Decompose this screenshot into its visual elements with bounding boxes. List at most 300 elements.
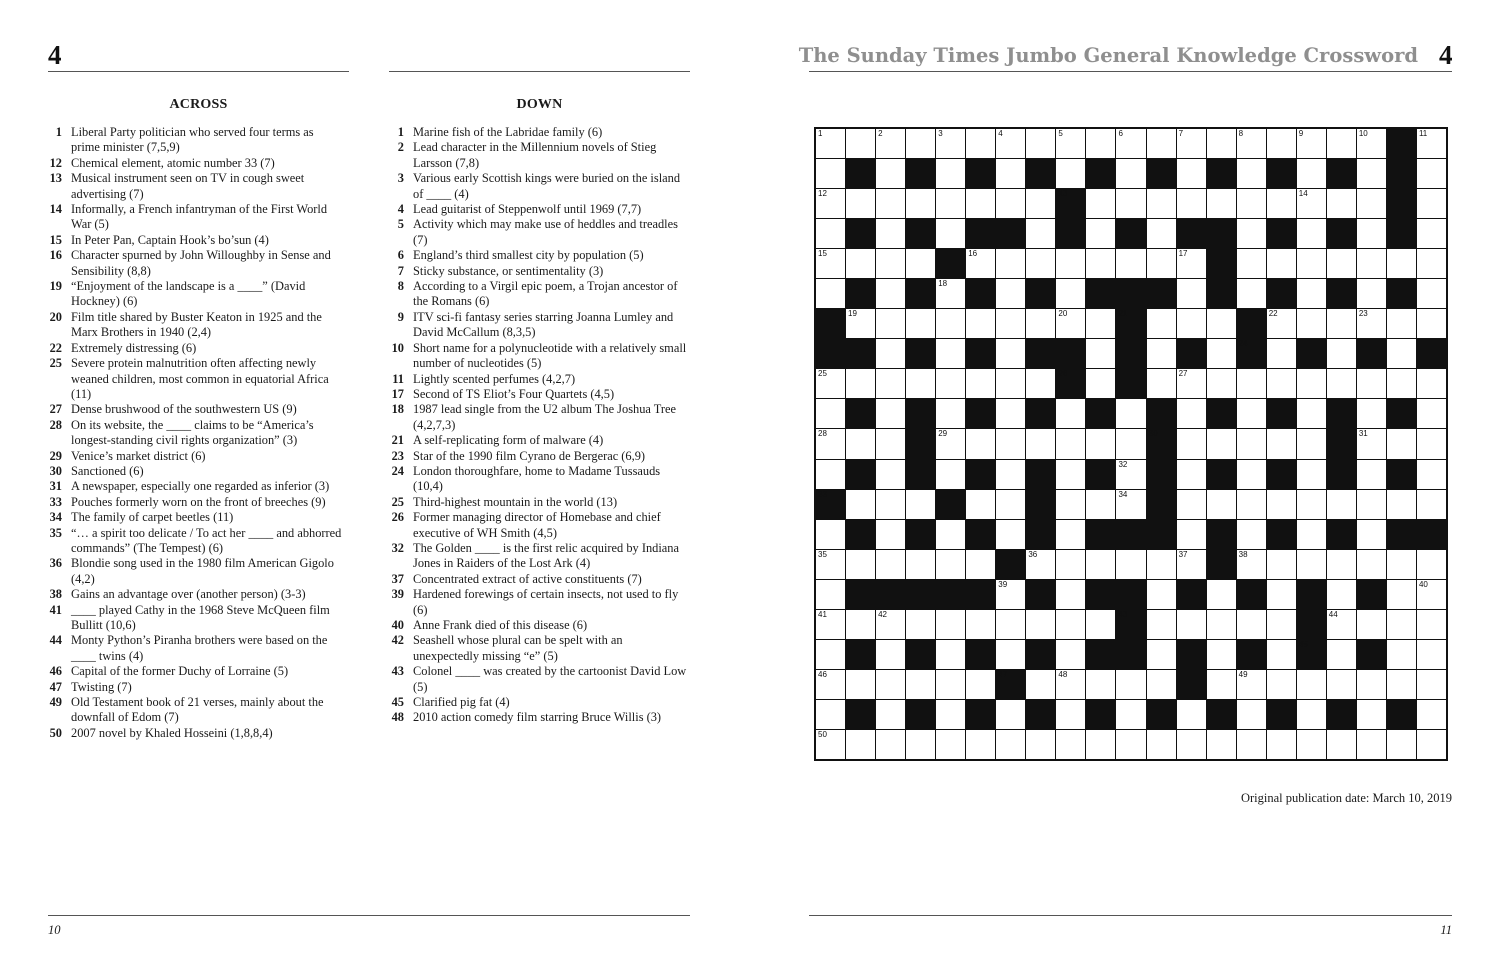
grid-cell[interactable] xyxy=(996,129,1025,158)
grid-cell[interactable] xyxy=(876,249,905,278)
grid-cell[interactable] xyxy=(1417,219,1446,248)
grid-cell[interactable] xyxy=(906,730,935,759)
grid-cell[interactable] xyxy=(1086,730,1115,759)
grid-cell[interactable] xyxy=(876,129,905,158)
grid-cell[interactable] xyxy=(846,309,875,338)
grid-cell[interactable] xyxy=(996,610,1025,639)
grid-cell[interactable] xyxy=(1237,610,1266,639)
grid-cell[interactable] xyxy=(816,460,845,489)
grid-cell[interactable] xyxy=(1327,369,1356,398)
grid-cell[interactable] xyxy=(876,219,905,248)
grid-cell[interactable] xyxy=(1147,550,1176,579)
grid-cell[interactable] xyxy=(1116,670,1145,699)
grid-cell[interactable] xyxy=(966,610,995,639)
grid-cell[interactable] xyxy=(876,520,905,549)
grid-cell[interactable] xyxy=(996,249,1025,278)
grid-cell[interactable] xyxy=(966,730,995,759)
grid-cell[interactable] xyxy=(1357,309,1386,338)
grid-cell[interactable] xyxy=(1207,730,1236,759)
grid-cell[interactable] xyxy=(1177,610,1206,639)
grid-cell[interactable] xyxy=(1357,159,1386,188)
grid-cell[interactable] xyxy=(1417,309,1446,338)
grid-cell[interactable] xyxy=(1267,129,1296,158)
grid-cell[interactable] xyxy=(966,369,995,398)
grid-cell[interactable] xyxy=(996,189,1025,218)
grid-cell[interactable] xyxy=(876,640,905,669)
grid-cell[interactable] xyxy=(1147,309,1176,338)
grid-cell[interactable] xyxy=(1357,610,1386,639)
grid-cell[interactable] xyxy=(1387,339,1416,368)
grid-cell[interactable] xyxy=(1237,219,1266,248)
grid-cell[interactable] xyxy=(1357,129,1386,158)
grid-cell[interactable] xyxy=(1177,550,1206,579)
grid-cell[interactable] xyxy=(996,339,1025,368)
grid-cell[interactable] xyxy=(1147,610,1176,639)
grid-cell[interactable] xyxy=(846,550,875,579)
grid-cell[interactable] xyxy=(1327,129,1356,158)
grid-cell[interactable] xyxy=(1026,369,1055,398)
grid-cell[interactable] xyxy=(996,429,1025,458)
grid-cell[interactable] xyxy=(1147,129,1176,158)
grid-cell[interactable] xyxy=(1177,189,1206,218)
grid-cell[interactable] xyxy=(1417,129,1446,158)
grid-cell[interactable] xyxy=(1207,189,1236,218)
grid-cell[interactable] xyxy=(1207,129,1236,158)
grid-cell[interactable] xyxy=(1147,369,1176,398)
grid-cell[interactable] xyxy=(1177,279,1206,308)
grid-cell[interactable] xyxy=(1116,249,1145,278)
grid-cell[interactable] xyxy=(1417,159,1446,188)
grid-cell[interactable] xyxy=(1086,550,1115,579)
grid-cell[interactable] xyxy=(816,219,845,248)
grid-cell[interactable] xyxy=(1297,129,1326,158)
grid-cell[interactable] xyxy=(966,309,995,338)
grid-cell[interactable] xyxy=(1357,279,1386,308)
grid-cell[interactable] xyxy=(936,399,965,428)
grid-cell[interactable] xyxy=(1327,610,1356,639)
grid-cell[interactable] xyxy=(1297,399,1326,428)
grid-cell[interactable] xyxy=(906,369,935,398)
grid-cell[interactable] xyxy=(906,249,935,278)
grid-cell[interactable] xyxy=(846,369,875,398)
grid-cell[interactable] xyxy=(1177,129,1206,158)
grid-cell[interactable] xyxy=(1387,610,1416,639)
grid-cell[interactable] xyxy=(876,429,905,458)
grid-cell[interactable] xyxy=(816,129,845,158)
grid-cell[interactable] xyxy=(936,610,965,639)
grid-cell[interactable] xyxy=(906,670,935,699)
grid-cell[interactable] xyxy=(1207,309,1236,338)
grid-cell[interactable] xyxy=(1357,700,1386,729)
grid-cell[interactable] xyxy=(1177,700,1206,729)
grid-cell[interactable] xyxy=(1026,129,1055,158)
grid-cell[interactable] xyxy=(1207,640,1236,669)
grid-cell[interactable] xyxy=(936,159,965,188)
grid-cell[interactable] xyxy=(1297,490,1326,519)
grid-cell[interactable] xyxy=(1177,520,1206,549)
grid-cell[interactable] xyxy=(816,550,845,579)
grid-cell[interactable] xyxy=(1207,429,1236,458)
grid-cell[interactable] xyxy=(1417,279,1446,308)
grid-cell[interactable] xyxy=(846,490,875,519)
grid-cell[interactable] xyxy=(1327,189,1356,218)
grid-cell[interactable] xyxy=(1417,670,1446,699)
grid-cell[interactable] xyxy=(1267,369,1296,398)
grid-cell[interactable] xyxy=(1116,429,1145,458)
grid-cell[interactable] xyxy=(1237,129,1266,158)
grid-cell[interactable] xyxy=(1237,700,1266,729)
grid-cell[interactable] xyxy=(1387,640,1416,669)
grid-cell[interactable] xyxy=(1086,670,1115,699)
grid-cell[interactable] xyxy=(1207,490,1236,519)
grid-cell[interactable] xyxy=(876,339,905,368)
grid-cell[interactable] xyxy=(1267,339,1296,368)
grid-cell[interactable] xyxy=(876,730,905,759)
grid-cell[interactable] xyxy=(1056,399,1085,428)
grid-cell[interactable] xyxy=(1297,249,1326,278)
grid-cell[interactable] xyxy=(1387,490,1416,519)
grid-cell[interactable] xyxy=(966,189,995,218)
grid-cell[interactable] xyxy=(1327,339,1356,368)
grid-cell[interactable] xyxy=(1237,550,1266,579)
grid-cell[interactable] xyxy=(1417,490,1446,519)
grid-cell[interactable] xyxy=(906,490,935,519)
grid-cell[interactable] xyxy=(1417,700,1446,729)
grid-cell[interactable] xyxy=(1267,249,1296,278)
grid-cell[interactable] xyxy=(1116,490,1145,519)
grid-cell[interactable] xyxy=(1056,580,1085,609)
grid-cell[interactable] xyxy=(1056,279,1085,308)
grid-cell[interactable] xyxy=(966,129,995,158)
grid-cell[interactable] xyxy=(1147,339,1176,368)
grid-cell[interactable] xyxy=(876,670,905,699)
grid-cell[interactable] xyxy=(1026,219,1055,248)
grid-cell[interactable] xyxy=(1297,730,1326,759)
grid-cell[interactable] xyxy=(906,309,935,338)
grid-cell[interactable] xyxy=(1357,399,1386,428)
grid-cell[interactable] xyxy=(1267,189,1296,218)
grid-cell[interactable] xyxy=(1297,460,1326,489)
grid-cell[interactable] xyxy=(1237,189,1266,218)
grid-cell[interactable] xyxy=(1177,730,1206,759)
grid-cell[interactable] xyxy=(876,309,905,338)
grid-cell[interactable] xyxy=(1207,369,1236,398)
grid-cell[interactable] xyxy=(1207,580,1236,609)
grid-cell[interactable] xyxy=(1387,550,1416,579)
grid-cell[interactable] xyxy=(1297,429,1326,458)
grid-cell[interactable] xyxy=(1357,520,1386,549)
grid-cell[interactable] xyxy=(1116,189,1145,218)
grid-cell[interactable] xyxy=(1207,670,1236,699)
grid-cell[interactable] xyxy=(1237,249,1266,278)
grid-cell[interactable] xyxy=(966,490,995,519)
grid-cell[interactable] xyxy=(936,369,965,398)
grid-cell[interactable] xyxy=(816,399,845,428)
grid-cell[interactable] xyxy=(1147,730,1176,759)
grid-cell[interactable] xyxy=(1177,369,1206,398)
grid-cell[interactable] xyxy=(846,189,875,218)
grid-cell[interactable] xyxy=(1086,219,1115,248)
grid-cell[interactable] xyxy=(816,640,845,669)
grid-cell[interactable] xyxy=(816,189,845,218)
grid-cell[interactable] xyxy=(1417,640,1446,669)
grid-cell[interactable] xyxy=(1056,520,1085,549)
grid-cell[interactable] xyxy=(816,730,845,759)
grid-cell[interactable] xyxy=(816,670,845,699)
grid-cell[interactable] xyxy=(966,249,995,278)
grid-cell[interactable] xyxy=(1207,339,1236,368)
grid-cell[interactable] xyxy=(1026,550,1055,579)
grid-cell[interactable] xyxy=(1086,339,1115,368)
grid-cell[interactable] xyxy=(1387,369,1416,398)
grid-cell[interactable] xyxy=(906,129,935,158)
grid-cell[interactable] xyxy=(1327,580,1356,609)
grid-cell[interactable] xyxy=(1297,279,1326,308)
grid-cell[interactable] xyxy=(816,700,845,729)
grid-cell[interactable] xyxy=(1357,670,1386,699)
grid-cell[interactable] xyxy=(1086,490,1115,519)
grid-cell[interactable] xyxy=(816,249,845,278)
grid-cell[interactable] xyxy=(996,490,1025,519)
grid-cell[interactable] xyxy=(1056,730,1085,759)
grid-cell[interactable] xyxy=(1357,249,1386,278)
grid-cell[interactable] xyxy=(1237,520,1266,549)
grid-cell[interactable] xyxy=(1116,129,1145,158)
grid-cell[interactable] xyxy=(876,550,905,579)
grid-cell[interactable] xyxy=(1086,610,1115,639)
grid-cell[interactable] xyxy=(1417,369,1446,398)
grid-cell[interactable] xyxy=(996,279,1025,308)
grid-cell[interactable] xyxy=(1237,730,1266,759)
grid-cell[interactable] xyxy=(1177,490,1206,519)
grid-cell[interactable] xyxy=(1026,730,1055,759)
grid-cell[interactable] xyxy=(1056,460,1085,489)
grid-cell[interactable] xyxy=(876,610,905,639)
grid-cell[interactable] xyxy=(816,429,845,458)
grid-cell[interactable] xyxy=(1387,730,1416,759)
grid-cell[interactable] xyxy=(996,730,1025,759)
grid-cell[interactable] xyxy=(876,399,905,428)
grid-cell[interactable] xyxy=(1357,189,1386,218)
grid-cell[interactable] xyxy=(936,550,965,579)
grid-cell[interactable] xyxy=(1147,219,1176,248)
grid-cell[interactable] xyxy=(1056,700,1085,729)
grid-cell[interactable] xyxy=(936,279,965,308)
grid-cell[interactable] xyxy=(846,670,875,699)
grid-cell[interactable] xyxy=(1147,580,1176,609)
grid-cell[interactable] xyxy=(1177,249,1206,278)
grid-cell[interactable] xyxy=(1417,399,1446,428)
grid-cell[interactable] xyxy=(996,640,1025,669)
grid-cell[interactable] xyxy=(996,399,1025,428)
grid-cell[interactable] xyxy=(1297,189,1326,218)
grid-cell[interactable] xyxy=(1116,460,1145,489)
grid-cell[interactable] xyxy=(936,670,965,699)
grid-cell[interactable] xyxy=(846,610,875,639)
grid-cell[interactable] xyxy=(1387,249,1416,278)
grid-cell[interactable] xyxy=(1086,129,1115,158)
grid-cell[interactable] xyxy=(1026,189,1055,218)
grid-cell[interactable] xyxy=(936,309,965,338)
grid-cell[interactable] xyxy=(816,159,845,188)
grid-cell[interactable] xyxy=(996,580,1025,609)
grid-cell[interactable] xyxy=(936,460,965,489)
grid-cell[interactable] xyxy=(1177,460,1206,489)
grid-cell[interactable] xyxy=(846,249,875,278)
grid-cell[interactable] xyxy=(816,580,845,609)
grid-cell[interactable] xyxy=(1327,550,1356,579)
grid-cell[interactable] xyxy=(1056,249,1085,278)
grid-cell[interactable] xyxy=(876,189,905,218)
grid-cell[interactable] xyxy=(1267,550,1296,579)
grid-cell[interactable] xyxy=(936,339,965,368)
grid-cell[interactable] xyxy=(876,700,905,729)
grid-cell[interactable] xyxy=(816,520,845,549)
grid-cell[interactable] xyxy=(876,490,905,519)
grid-cell[interactable] xyxy=(876,279,905,308)
grid-cell[interactable] xyxy=(1056,490,1085,519)
grid-cell[interactable] xyxy=(846,730,875,759)
grid-cell[interactable] xyxy=(1387,309,1416,338)
grid-cell[interactable] xyxy=(1357,490,1386,519)
grid-cell[interactable] xyxy=(1237,670,1266,699)
grid-cell[interactable] xyxy=(1357,429,1386,458)
grid-cell[interactable] xyxy=(1237,429,1266,458)
grid-cell[interactable] xyxy=(1177,309,1206,338)
grid-cell[interactable] xyxy=(936,129,965,158)
grid-cell[interactable] xyxy=(1056,429,1085,458)
grid-cell[interactable] xyxy=(876,159,905,188)
grid-cell[interactable] xyxy=(1417,429,1446,458)
grid-cell[interactable] xyxy=(1237,279,1266,308)
grid-cell[interactable] xyxy=(1147,670,1176,699)
grid-cell[interactable] xyxy=(1177,159,1206,188)
grid-cell[interactable] xyxy=(966,550,995,579)
grid-cell[interactable] xyxy=(1327,309,1356,338)
grid-cell[interactable] xyxy=(1026,429,1055,458)
grid-cell[interactable] xyxy=(816,279,845,308)
grid-cell[interactable] xyxy=(1267,730,1296,759)
grid-cell[interactable] xyxy=(876,460,905,489)
grid-cell[interactable] xyxy=(1297,159,1326,188)
grid-cell[interactable] xyxy=(996,309,1025,338)
grid-cell[interactable] xyxy=(1086,429,1115,458)
grid-cell[interactable] xyxy=(1207,610,1236,639)
grid-cell[interactable] xyxy=(996,460,1025,489)
grid-cell[interactable] xyxy=(1327,730,1356,759)
grid-cell[interactable] xyxy=(1297,700,1326,729)
grid-cell[interactable] xyxy=(846,429,875,458)
grid-cell[interactable] xyxy=(1177,399,1206,428)
grid-cell[interactable] xyxy=(996,369,1025,398)
grid-cell[interactable] xyxy=(1147,640,1176,669)
grid-cell[interactable] xyxy=(1026,670,1055,699)
grid-cell[interactable] xyxy=(1327,249,1356,278)
grid-cell[interactable] xyxy=(1086,309,1115,338)
grid-cell[interactable] xyxy=(1297,670,1326,699)
grid-cell[interactable] xyxy=(1026,610,1055,639)
grid-cell[interactable] xyxy=(1297,520,1326,549)
grid-cell[interactable] xyxy=(996,520,1025,549)
grid-cell[interactable] xyxy=(1267,640,1296,669)
grid-cell[interactable] xyxy=(1417,249,1446,278)
grid-cell[interactable] xyxy=(1267,610,1296,639)
grid-cell[interactable] xyxy=(966,429,995,458)
grid-cell[interactable] xyxy=(816,610,845,639)
grid-cell[interactable] xyxy=(936,700,965,729)
grid-cell[interactable] xyxy=(1056,550,1085,579)
grid-cell[interactable] xyxy=(1417,189,1446,218)
grid-cell[interactable] xyxy=(846,129,875,158)
grid-cell[interactable] xyxy=(936,730,965,759)
grid-cell[interactable] xyxy=(1086,369,1115,398)
grid-cell[interactable] xyxy=(1147,189,1176,218)
grid-cell[interactable] xyxy=(1387,670,1416,699)
grid-cell[interactable] xyxy=(906,189,935,218)
grid-cell[interactable] xyxy=(936,189,965,218)
grid-cell[interactable] xyxy=(1357,460,1386,489)
grid-cell[interactable] xyxy=(996,700,1025,729)
grid-cell[interactable] xyxy=(1417,610,1446,639)
grid-cell[interactable] xyxy=(876,369,905,398)
grid-cell[interactable] xyxy=(1116,159,1145,188)
grid-cell[interactable] xyxy=(1267,580,1296,609)
grid-cell[interactable] xyxy=(1387,429,1416,458)
grid-cell[interactable] xyxy=(1417,730,1446,759)
grid-cell[interactable] xyxy=(1297,550,1326,579)
grid-cell[interactable] xyxy=(1086,249,1115,278)
grid-cell[interactable] xyxy=(996,159,1025,188)
grid-cell[interactable] xyxy=(1357,730,1386,759)
grid-cell[interactable] xyxy=(1267,490,1296,519)
grid-cell[interactable] xyxy=(1237,159,1266,188)
grid-cell[interactable] xyxy=(936,429,965,458)
grid-cell[interactable] xyxy=(816,369,845,398)
grid-cell[interactable] xyxy=(1147,249,1176,278)
grid-cell[interactable] xyxy=(1056,640,1085,669)
grid-cell[interactable] xyxy=(1357,550,1386,579)
grid-cell[interactable] xyxy=(1417,550,1446,579)
grid-cell[interactable] xyxy=(1116,550,1145,579)
grid-cell[interactable] xyxy=(1056,159,1085,188)
grid-cell[interactable] xyxy=(1417,460,1446,489)
grid-cell[interactable] xyxy=(1237,490,1266,519)
grid-cell[interactable] xyxy=(1267,309,1296,338)
grid-cell[interactable] xyxy=(1297,309,1326,338)
grid-cell[interactable] xyxy=(1086,189,1115,218)
grid-cell[interactable] xyxy=(906,550,935,579)
grid-cell[interactable] xyxy=(1116,399,1145,428)
grid-cell[interactable] xyxy=(1327,490,1356,519)
grid-cell[interactable] xyxy=(1357,369,1386,398)
grid-cell[interactable] xyxy=(1026,249,1055,278)
grid-cell[interactable] xyxy=(1177,429,1206,458)
grid-cell[interactable] xyxy=(1237,460,1266,489)
grid-cell[interactable] xyxy=(1297,369,1326,398)
grid-cell[interactable] xyxy=(1056,129,1085,158)
grid-cell[interactable] xyxy=(1237,399,1266,428)
grid-cell[interactable] xyxy=(936,219,965,248)
grid-cell[interactable] xyxy=(1267,429,1296,458)
grid-cell[interactable] xyxy=(1026,309,1055,338)
grid-cell[interactable] xyxy=(1297,219,1326,248)
grid-cell[interactable] xyxy=(1417,580,1446,609)
grid-cell[interactable] xyxy=(1116,700,1145,729)
grid-cell[interactable] xyxy=(1327,670,1356,699)
grid-cell[interactable] xyxy=(1116,730,1145,759)
grid-cell[interactable] xyxy=(1056,610,1085,639)
grid-cell[interactable] xyxy=(1056,670,1085,699)
